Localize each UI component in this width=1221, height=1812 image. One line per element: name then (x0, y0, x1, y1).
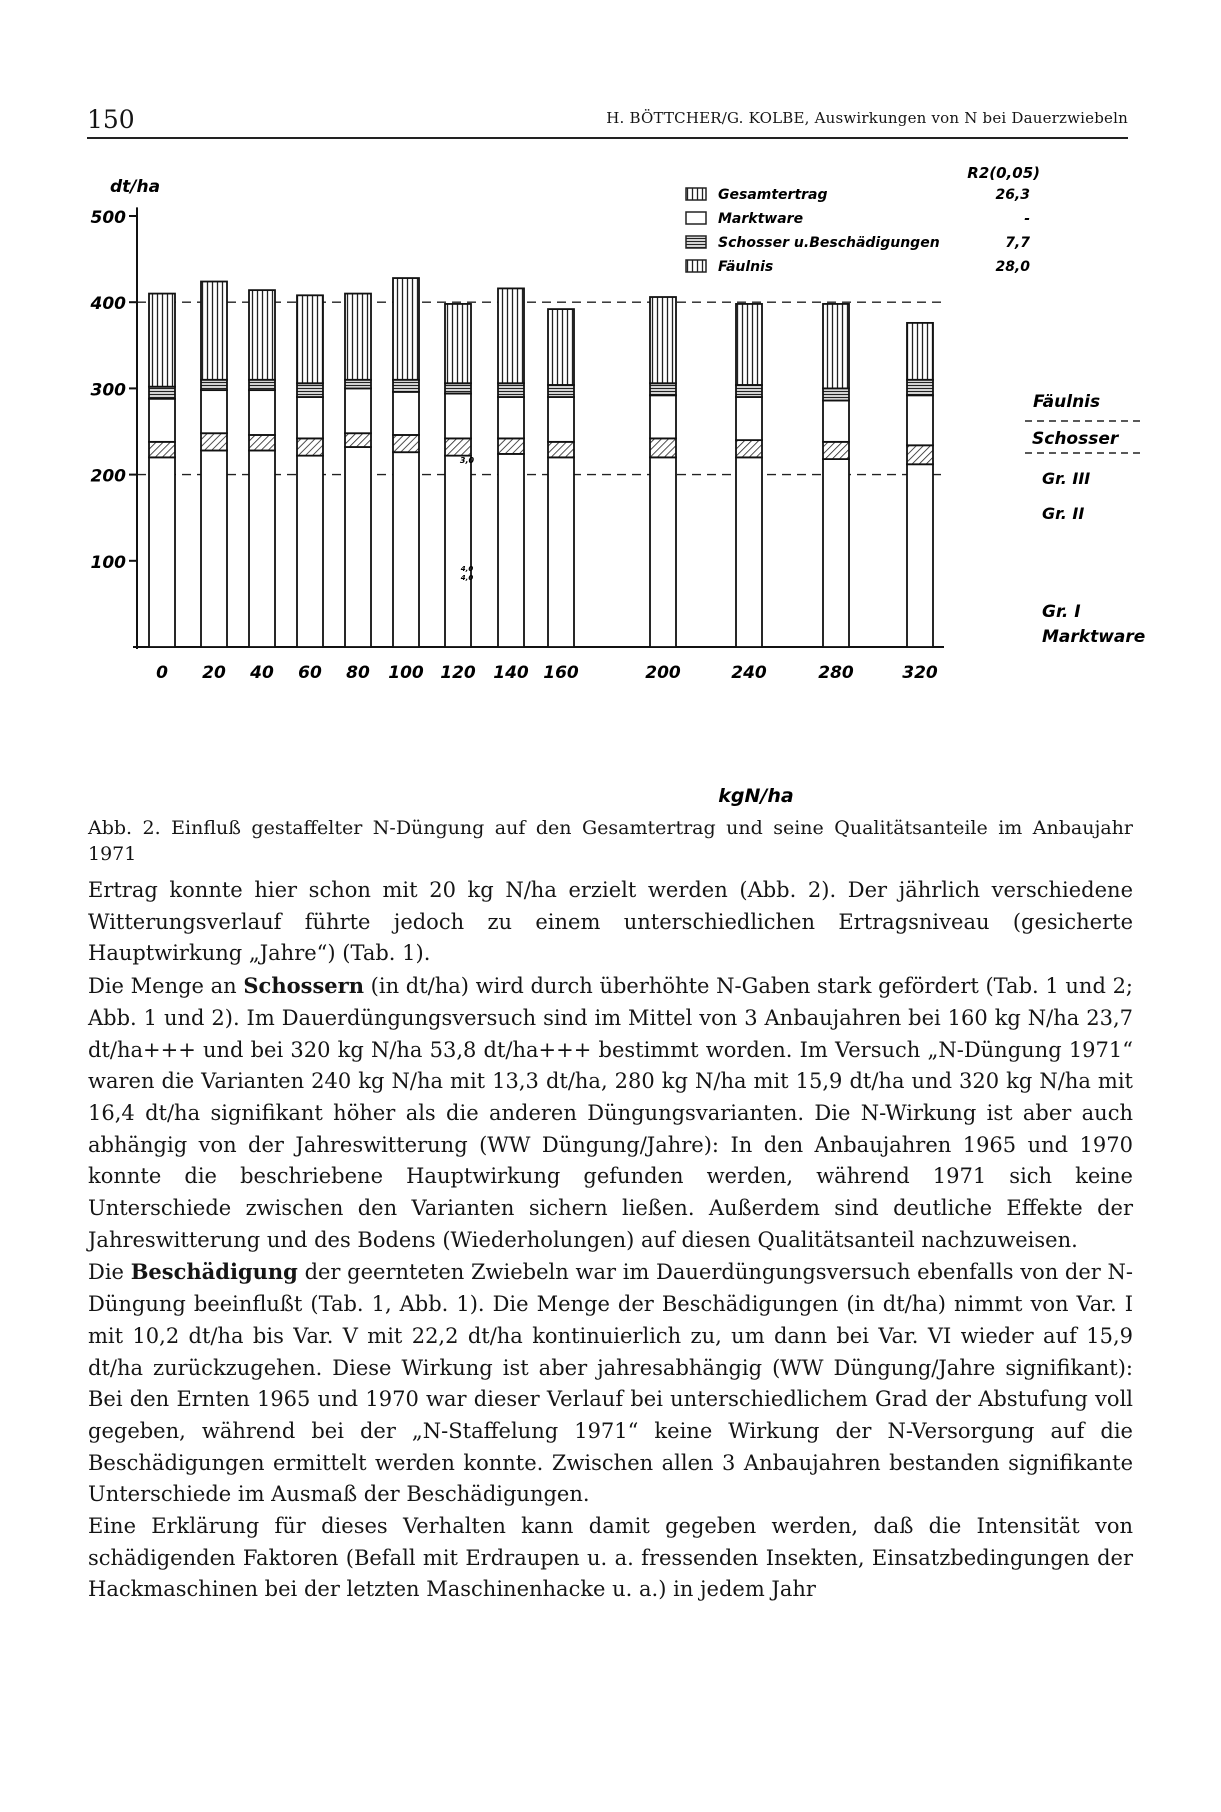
x-tick-label-200: 200 (645, 663, 681, 683)
legend-value-marktware: - (1024, 211, 1030, 227)
bar-280-seg-4 (823, 304, 849, 388)
bar-240-seg-1 (736, 440, 762, 457)
paragraph-4: Eine Erklärung für dieses Verhalten kann damit gegeben werden, daß die Intensität von schädigenden Faktoren (Befall mit Erdraupen u. a. fressenden Insekten, Einsatzbedingungen der Hackmaschinen bei der letzten Maschinenhacke u. a.) in jedem Jahr (88, 1514, 1133, 1602)
legend-swatch-schosser (686, 236, 706, 248)
bar-group-40 (249, 290, 275, 647)
bar-group-80 (345, 294, 371, 647)
x-tick-label-80: 80 (346, 663, 370, 683)
x-tick-label-120: 120 (440, 663, 476, 683)
bar-20-seg-3 (201, 380, 227, 390)
bar-group-320 (907, 323, 933, 647)
x-axis-title: kgN/ha (718, 785, 794, 807)
bar-group-20 (201, 282, 227, 647)
legend-value-faulnis: 28,0 (995, 259, 1030, 275)
bar-120-seg-1 (445, 438, 471, 455)
bar-240-seg-2 (736, 397, 762, 440)
annotation-2: 4,0 (460, 574, 474, 582)
y-tick-label-300: 300 (90, 380, 126, 401)
legend (686, 164, 1040, 275)
bar-320-seg-3 (907, 380, 933, 396)
bar-20-seg-2 (201, 390, 227, 433)
bar-group-280 (823, 304, 849, 647)
paragraph-2 (88, 970, 1133, 1256)
legend-value-gesamtertrag: 26,3 (995, 187, 1030, 203)
legend-significance-label: R2(0,05) (967, 164, 1040, 182)
y-tick-label-200: 200 (90, 466, 126, 487)
bar-60-seg-0 (297, 456, 323, 647)
bar-200-seg-1 (650, 438, 676, 457)
legend-label-faulnis: Fäulnis (718, 259, 774, 275)
bar-160-seg-3 (548, 385, 574, 397)
bar-group-60 (297, 295, 323, 647)
p3-rest: der geernteten Zwiebeln war im Dauerdüngungsversuch ebenfalls von der N-Düngung beeinflußt (Tab. 1, Abb. 1). Die Menge der Beschädigungen (in dt/ha) nimmt von Var. I mit 10,2 dt/ha bis Var. V mit 22,2 dt/ha kontinuierlich zu, um dann bei Var. VI wieder auf 15,9 dt/ha zurückzugehen. Diese Wirkung ist aber jahresabhängig (WW Düngung/Jahre signifikant): Bei den Ernten 1965 und 1970 war dieser Verlauf bei unterschiedlichem Grad der Abstufung voll gegeben, während bei der „N-Staffelung 1971“ keine Wirkung der N-Versorgung auf die Beschädigungen ermittelt werden konnte. Zwischen allen 3 Anbaujahren bestanden signifikante Unterschiede im Ausmaß der Beschädigungen. (88, 1260, 1133, 1507)
x-tick-label-20: 20 (202, 663, 226, 683)
label-faulnis: Fäulnis (1033, 392, 1101, 412)
keyword-schossern: Schossern (243, 973, 364, 999)
bar-140-seg-2 (498, 397, 524, 438)
bar-60-seg-1 (297, 438, 323, 455)
legend-label-gesamtertrag: Gesamtertrag (718, 187, 828, 203)
bar-200-seg-2 (650, 395, 676, 438)
bar-40-seg-3 (249, 380, 275, 390)
bar-280-seg-1 (823, 442, 849, 459)
label-gr2: Gr. II (1042, 504, 1085, 523)
legend-value-schosser: 7,7 (1005, 235, 1030, 251)
bar-120-seg-2 (445, 394, 471, 439)
bar-0-seg-0 (149, 457, 175, 647)
bar-240-seg-4 (736, 304, 762, 385)
bar-280-seg-2 (823, 400, 849, 441)
body-text (88, 875, 1133, 1606)
bar-320-seg-4 (907, 323, 933, 380)
annotation-0: 3,0 (459, 456, 475, 465)
bar-group-0 (149, 294, 175, 647)
bar-60-seg-4 (297, 295, 323, 383)
x-tick-label-0: 0 (156, 663, 168, 683)
bar-80-seg-3 (345, 380, 371, 389)
bar-group-160 (548, 309, 574, 647)
bar-60-seg-3 (297, 383, 323, 397)
label-gr1: Gr. I (1042, 602, 1081, 622)
bar-group-240 (736, 304, 762, 647)
paragraph-3 (88, 1256, 1133, 1511)
y-axis-title: dt/ha (110, 177, 161, 197)
bar-240-seg-3 (736, 385, 762, 397)
bar-40-seg-2 (249, 390, 275, 435)
y-tick-label-400: 400 (90, 294, 126, 315)
p2-rest: (in dt/ha) wird durch überhöhte N-Gaben stark gefördert (Tab. 1 und 2; Abb. 1 und 2). Im Dauerdüngungsversuch sind im Mittel von 3 Anbaujahren bei 160 kg N/ha 23,7 dt/ha+++ und bei 320 kg N/ha 53,8 dt/ha+++ bestimmt worden. Im Versuch „N-Düngung 1971“ waren die Varianten 240 kg N/ha mit 13,3 dt/ha, 280 kg N/ha mit 15,9 dt/ha und 320 kg N/ha mit 16,4 dt/ha signifikant höher als die anderen Düngungsvarianten. Die N-Wirkung ist aber auch abhängig von der Jahreswitterung (WW Düngung/Jahre): In den Anbaujahren 1965 und 1970 konnte die beschriebene Hauptwirkung gefunden werden, während 1971 sich keine Unterschiede zwischen den Varianten sichern ließen. Außerdem sind deutliche Effekte der Jahreswitterung und des Bodens (Wiederholungen) auf diesen Qualitätsanteil nachzuweisen. (88, 974, 1134, 1252)
bar-140-seg-0 (498, 454, 524, 647)
bar-160-seg-1 (548, 442, 574, 458)
bar-0-seg-4 (149, 294, 175, 387)
bar-120-seg-3 (445, 383, 471, 393)
p2-lead: Die Menge an (88, 974, 237, 999)
figure (80, 150, 1160, 820)
bar-320-seg-2 (907, 395, 933, 445)
bar-120-seg-4 (445, 304, 471, 383)
bar-100-seg-0 (393, 452, 419, 647)
bar-80-seg-0 (345, 447, 371, 647)
bar-240-seg-0 (736, 457, 762, 647)
p3-lead: Die (88, 1260, 124, 1285)
bar-60-seg-2 (297, 397, 323, 438)
bar-280-seg-0 (823, 459, 849, 647)
x-tick-label-160: 160 (543, 663, 579, 683)
bar-140-seg-1 (498, 438, 524, 454)
bar-40-seg-4 (249, 290, 275, 380)
bar-120-seg-0 (445, 456, 471, 647)
bar-140-seg-3 (498, 383, 524, 397)
bar-100-seg-1 (393, 435, 419, 452)
keyword-beschaedigung: Beschädigung (130, 1259, 298, 1285)
bar-140-seg-4 (498, 288, 524, 383)
bar-40-seg-1 (249, 435, 275, 451)
paragraph-1: Ertrag konnte hier schon mit 20 kg N/ha erzielt werden (Abb. 2). Der jährlich verschiedene Witterungsverlauf führte jedoch zu einem unterschiedlichen Ertragsniveau (gesicherte Hauptwirkung „Jahre“) (Tab. 1). (88, 878, 1133, 966)
bar-80-seg-1 (345, 433, 371, 447)
bar-group-100 (393, 278, 419, 647)
x-tick-label-280: 280 (818, 663, 854, 683)
annotation-1: 4,0 (460, 565, 474, 573)
bar-20-seg-4 (201, 282, 227, 380)
x-tick-label-60: 60 (298, 663, 322, 683)
x-tick-label-140: 140 (493, 663, 529, 683)
x-tick-label-320: 320 (902, 663, 938, 683)
bar-100-seg-4 (393, 278, 419, 380)
x-tick-label-240: 240 (731, 663, 767, 683)
bar-160-seg-2 (548, 397, 574, 442)
bar-group-140 (498, 288, 524, 647)
legend-label-marktware: Marktware (718, 211, 804, 227)
bar-20-seg-1 (201, 433, 227, 450)
bar-200-seg-0 (650, 457, 676, 647)
page-header (87, 103, 1128, 139)
bar-160-seg-0 (548, 457, 574, 647)
label-gr3: Gr. III (1042, 469, 1091, 488)
bar-200-seg-3 (650, 383, 676, 395)
x-tick-label-40: 40 (250, 663, 274, 683)
bar-0-seg-2 (149, 399, 175, 442)
bar-100-seg-3 (393, 380, 419, 392)
bar-320-seg-0 (907, 464, 933, 647)
bar-group-120 (445, 304, 471, 647)
bar-0-seg-1 (149, 442, 175, 458)
bar-80-seg-2 (345, 388, 371, 433)
bars (149, 278, 933, 647)
segment-labels (1025, 392, 1145, 647)
y-tick-label-500: 500 (90, 208, 126, 228)
bar-0-seg-3 (149, 387, 175, 399)
bar-20-seg-0 (201, 450, 227, 647)
legend-swatch-marktware (686, 212, 706, 224)
bar-160-seg-4 (548, 309, 574, 385)
legend-swatch-faulnis (686, 260, 706, 272)
label-schosser: Schosser (1032, 429, 1119, 449)
x-tick-label-100: 100 (388, 663, 424, 683)
legend-label-schosser: Schosser u.Beschädigungen (718, 235, 940, 251)
bar-80-seg-4 (345, 294, 371, 380)
page-number: 150 (87, 105, 135, 134)
running-head: H. BÖTTCHER/G. KOLBE, Auswirkungen von N bei Dauerzwiebeln (606, 109, 1128, 127)
legend-swatch-gesamtertrag (686, 188, 706, 200)
bar-280-seg-3 (823, 388, 849, 400)
bar-200-seg-4 (650, 297, 676, 383)
bar-320-seg-1 (907, 445, 933, 464)
bar-100-seg-2 (393, 392, 419, 435)
label-marktware: Marktware (1042, 627, 1146, 647)
bar-group-200 (650, 297, 676, 647)
stacked-bar-chart (80, 150, 1160, 820)
figure-caption: Abb. 2. Einfluß gestaffelter N-Düngung auf den Gesamtertrag und seine Qualitätsanteile im Anbaujahr 1971 (88, 817, 1133, 865)
y-tick-label-100: 100 (90, 552, 126, 573)
bar-40-seg-0 (249, 450, 275, 647)
